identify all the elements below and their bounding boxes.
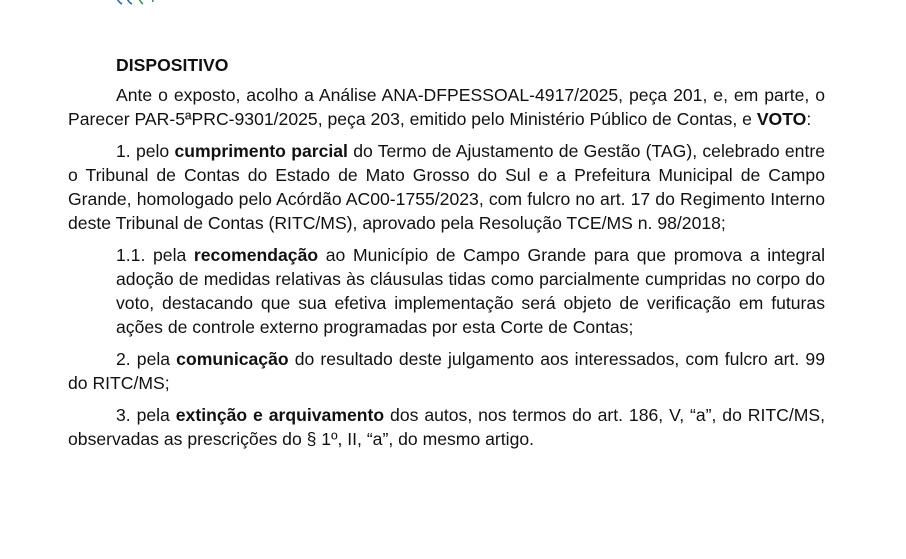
item-1-paragraph: [68, 139, 825, 235]
item-3-number: 3. pela: [116, 405, 176, 425]
item-1-1-number: 1.1. pela: [116, 245, 194, 265]
logo-fragment-icon: [112, 0, 162, 8]
item-3-paragraph: [68, 403, 825, 451]
item-2-text: do resultado deste julgamento aos interessados, com fulcro art. 99 do RITC/MS;: [68, 349, 825, 393]
intro-text: Ante o exposto, acolho a Análise ANA-DFPESSOAL-4917/2025, peça 201, e, em parte, o Parecer PAR-5ªPRC-9301/2025, peça 203, emitido pelo Ministério Público de Contas, e: [68, 85, 825, 129]
item-1-1-paragraph: [68, 243, 825, 339]
item-1-number: 1. pelo: [116, 141, 175, 161]
document-body: [68, 53, 825, 459]
item-3-text: dos autos, nos termos do art. 186, V, “a”, do RITC/MS, observadas as prescrições do § 1º, II, “a”, do mesmo artigo.: [68, 405, 825, 449]
item-3-bold: extinção e arquivamento: [175, 405, 385, 425]
item-2-bold: comunicação: [176, 349, 289, 369]
item-2-paragraph: [68, 347, 825, 395]
intro-text-end: :: [806, 109, 812, 129]
intro-paragraph: [68, 83, 825, 131]
item-1-bold: cumprimento parcial: [174, 141, 348, 161]
item-1-text: do Termo de Ajustamento de Gestão (TAG), celebrado entre o Tribunal de Contas do Estado de Mato Grosso do Sul e a Prefeitura Municipal de Campo Grande, homologado pelo Acórdão AC00-1755/2023, com fulcro no art. 17 do Regimento Interno deste Tribunal de Contas (RITC/MS), aprovado pela Resolução TCE/MS n. 98/2018;: [68, 141, 825, 233]
section-heading: DISPOSITIVO: [116, 55, 229, 75]
item-1-1-bold: recomendação: [193, 245, 319, 265]
intro-bold: VOTO: [756, 109, 807, 129]
item-2-number: 2. pela: [116, 349, 177, 369]
item-1-1-text: ao Município de Campo Grande para que promova a integral adoção de medidas relativas às cláusulas tidas como parcialmente cumpridas no corpo do voto, destacando que sua efetiva implementação será objeto de verificação em futuras ações de controle externo programadas por esta Corte de Contas;: [116, 245, 825, 337]
